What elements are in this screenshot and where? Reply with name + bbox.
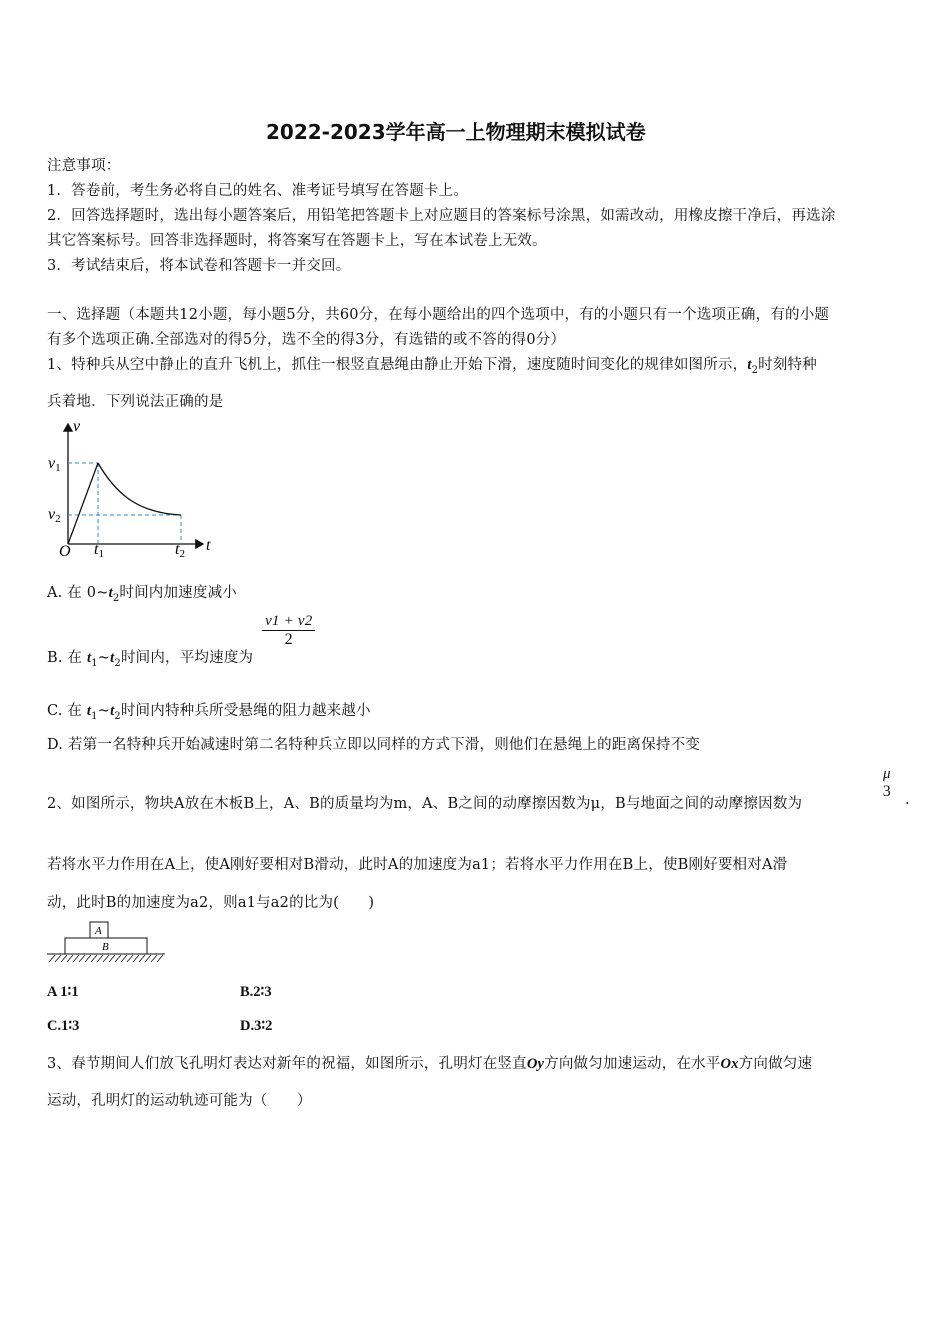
origin-label: O — [59, 543, 71, 560]
y-axis-label: v — [73, 418, 81, 435]
v2-label — [48, 506, 61, 525]
notice-item: 1．答卷前，考生务必将自己的姓名、准考证号填写在答题卡上。 — [47, 183, 469, 199]
v1-label — [48, 455, 61, 474]
v1-var: v — [48, 455, 56, 472]
q3-stem-c: 方向做匀速 — [738, 1056, 813, 1072]
q1-option-c-pre: C. 在 — [47, 703, 87, 719]
t1-var: t — [94, 541, 99, 558]
notice-item: 其它答案标号。回答非选择题时，将答案写在答题卡上，写在本试卷上无效。 — [47, 233, 547, 249]
q1-option-b-var1: t — [86, 650, 92, 666]
notice-heading: 注意事项： — [47, 158, 121, 174]
q1-option-b-sub2: 2 — [114, 657, 121, 669]
x-axis-label: t — [206, 537, 211, 554]
q3-stem-a: 3、春节期间人们放飞孔明灯表达对新年的祝福，如图所示，孔明灯在竖直 — [47, 1056, 527, 1072]
accel-segment — [68, 463, 98, 544]
q1-option-d[interactable]: D. 若第一名特种兵开始减速时第二名特种兵立即以同样的方式下滑，则他们在悬绳上的距离保持不变 — [47, 737, 701, 753]
board-b-label: B — [102, 941, 109, 953]
q3-stem-cont: 运动，孔明灯的运动轨迹可能为（ ） — [47, 1093, 312, 1109]
q1-var-t2-sub: 2 — [751, 364, 759, 376]
q1-option-b-var2: t — [110, 650, 115, 666]
q1-stem-a: 1、特种兵从空中静止的直升飞机上，抓住一根竖直悬绳由静止开始下滑，速度随时间变化的规律如图所示， — [47, 357, 748, 373]
v2-sub: 2 — [55, 513, 61, 525]
fraction-denominator: 3 — [882, 783, 891, 800]
q2-stem-period: . — [905, 792, 910, 808]
decel-curve — [98, 463, 181, 515]
q1-option-a-sub: 2 — [112, 592, 120, 604]
q1-option-c-var1: t — [86, 703, 92, 719]
q1-option-a[interactable] — [47, 581, 237, 604]
q2-option-b[interactable]: B.2∶3 — [240, 984, 272, 1000]
q3-axis-ox: Ox — [720, 1056, 739, 1072]
q1-option-c-sub1: 1 — [91, 710, 98, 722]
q1-option-a-var: t — [108, 585, 113, 601]
q1-option-b-tilde: ~ — [97, 650, 111, 666]
average-velocity-fraction — [262, 613, 315, 649]
q1-option-c-text: 时间内特种兵所受悬绳的阻力越来越小 — [120, 703, 371, 719]
notice-item: 3．考试结束后，将本试卷和答题卡一并交回。 — [47, 258, 351, 274]
q1-option-b-pre: B. 在 — [47, 650, 87, 666]
q1-option-c-var2: t — [110, 703, 115, 719]
q1-option-c[interactable] — [47, 699, 371, 722]
q1-option-a-pre: A. 在 0~ — [47, 585, 109, 601]
fraction-numerator: v1 + v2 — [262, 613, 315, 631]
t2-var: t — [175, 541, 180, 558]
section-heading-cont: 有多个选项正确.全部选对的得5分，选不全的得3分，有选错的或不答的得0分） — [47, 332, 566, 348]
q1-var-t2: t — [747, 357, 752, 373]
fraction-denominator: 2 — [284, 631, 293, 648]
blocks-figure — [45, 920, 170, 968]
q2-option-d[interactable]: D.3∶2 — [240, 1018, 273, 1034]
mu-over-3-fraction — [880, 766, 894, 801]
section-heading: 一、选择题（本题共12小题，每小题5分，共60分，在每小题给出的四个选项中，有的小题只有一个选项正确，有的小题 — [47, 307, 830, 323]
q3-axis-oy: Oy — [526, 1056, 545, 1072]
v1-sub: 1 — [55, 462, 61, 474]
fraction-numerator: μ — [883, 766, 891, 782]
q1-option-b-sub1: 1 — [91, 657, 98, 669]
q1-option-c-sub2: 2 — [114, 710, 121, 722]
q2-stem-cont: 动，此时B的加速度为a2，则a1与a2的比为( ) — [47, 895, 375, 911]
v2-var: v — [48, 506, 56, 523]
notice-item: 2．回答选择题时，选出每小题答案后，用铅笔把答题卡上对应题目的答案标号涂黑，如需改动，用橡皮擦干净后，再选涂 — [47, 208, 836, 224]
q1-option-b-text: 时间内，平均速度为 — [120, 650, 254, 666]
ground-hatching — [49, 955, 163, 962]
q1-stem-b: 时刻特种 — [758, 357, 817, 373]
q2-option-c[interactable]: C.1∶3 — [47, 1018, 80, 1034]
q1-option-c-tilde: ~ — [97, 703, 111, 719]
q1-option-b[interactable] — [47, 613, 315, 669]
q2-option-a[interactable]: A 1∶1 — [47, 984, 79, 1000]
q2-stem-cont: 若将水平力作用在A上，使A刚好要相对B滑动，此时A的加速度为a1；若将水平力作用在B上，使B刚好要相对A滑 — [47, 857, 788, 873]
t1-sub: 1 — [98, 548, 104, 560]
page-title: 2022-2023学年高一上物理期末模拟试卷 — [266, 120, 646, 144]
q1-vt-graph — [45, 418, 235, 560]
q2-stem: 2、如图所示，物块A放在木板B上，A、B的质量均为m，A、B之间的动摩擦因数为μ，B与地面之间的动摩擦因数为 — [47, 796, 803, 812]
block-a-label: A — [95, 925, 102, 937]
q1-stem — [47, 353, 817, 376]
q3-stem — [47, 1052, 812, 1073]
q1-option-a-text: 时间内加速度减小 — [119, 585, 237, 601]
t2-sub: 2 — [179, 548, 185, 560]
q1-stem-cont: 兵着地．下列说法正确的是 — [47, 394, 224, 410]
q3-stem-b: 方向做匀加速运动，在水平 — [544, 1056, 721, 1072]
